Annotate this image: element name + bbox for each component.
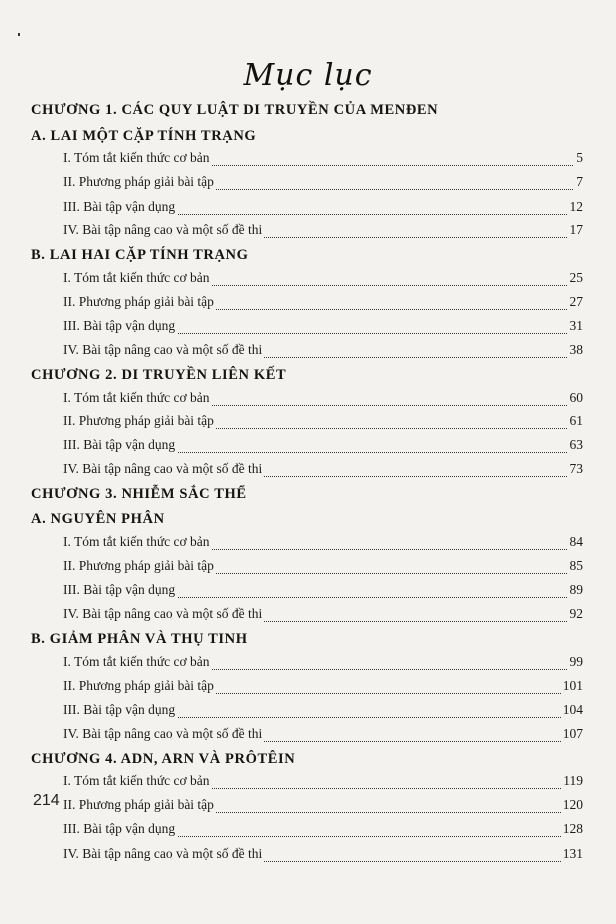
toc-entry-page: 131	[562, 846, 583, 861]
toc-entry-page: 119	[563, 773, 583, 788]
toc-entry[interactable]	[63, 150, 583, 170]
toc-entry-page: 60	[569, 390, 583, 405]
toc-entry[interactable]	[63, 390, 583, 410]
toc-entry-label: II. Phương pháp giải bài tập	[63, 413, 214, 428]
toc-entry[interactable]	[63, 606, 583, 626]
toc-entry[interactable]	[63, 797, 583, 817]
toc-entry[interactable]	[63, 294, 583, 314]
toc-entry-label: IV. Bài tập nâng cao và một số đề thi	[63, 461, 263, 476]
toc-entry-label: II. Phương pháp giải bài tập	[63, 558, 214, 573]
toc-entry-page: 92	[569, 606, 583, 621]
section-heading: CHƯƠNG 2. DI TRUYỀN LIÊN KẾT	[31, 367, 287, 383]
toc-entry-page: 17	[569, 222, 583, 237]
page-title: Mục lục	[243, 58, 373, 93]
toc-entry-label: III. Bài tập vận dụng	[63, 318, 176, 333]
toc-entry-page: 31	[569, 318, 583, 333]
toc-entry-page: 104	[562, 702, 583, 717]
toc-entry-label: I. Tóm tắt kiến thức cơ bản	[63, 270, 210, 285]
toc-entry-page: 85	[569, 558, 583, 573]
section-heading: B. GIẢM PHÂN VÀ THỤ TINH	[31, 631, 248, 647]
toc-entry-label: I. Tóm tắt kiến thức cơ bản	[63, 773, 210, 788]
toc-entry-label: III. Bài tập vận dụng	[63, 702, 176, 717]
toc-entry[interactable]	[63, 558, 583, 578]
toc-entry-page: 99	[569, 654, 583, 669]
toc-entry[interactable]	[63, 222, 583, 242]
toc-entry-label: I. Tóm tắt kiến thức cơ bản	[63, 390, 210, 405]
toc-entry-page: 120	[562, 797, 583, 812]
toc-entry-label: II. Phương pháp giải bài tập	[63, 797, 214, 812]
toc-entry-page: 5	[576, 150, 583, 165]
toc-entry[interactable]	[63, 726, 583, 746]
section-heading: CHƯƠNG 1. CÁC QUY LUẬT DI TRUYỀN CỦA MENĐEN	[31, 102, 439, 118]
toc-entry[interactable]	[63, 773, 583, 793]
toc-entry[interactable]	[63, 437, 583, 457]
toc-entry-label: III. Bài tập vận dụng	[63, 437, 176, 452]
toc-entry[interactable]	[63, 199, 583, 219]
toc-entry-label: IV. Bài tập nâng cao và một số đề thi	[63, 222, 263, 237]
toc-entry-label: II. Phương pháp giải bài tập	[63, 174, 214, 189]
toc-entry[interactable]	[63, 342, 583, 362]
toc-entry[interactable]	[63, 318, 583, 338]
toc-entry-label: IV. Bài tập nâng cao và một số đề thi	[63, 726, 263, 741]
toc-entry-page: 61	[569, 413, 583, 428]
toc-entry-page: 73	[569, 461, 583, 476]
section-heading: A. LAI MỘT CẶP TÍNH TRẠNG	[31, 128, 257, 144]
toc-entry-page: 101	[562, 678, 583, 693]
toc-entry-label: I. Tóm tắt kiến thức cơ bản	[63, 150, 210, 165]
toc-entry-label: I. Tóm tắt kiến thức cơ bản	[63, 654, 210, 669]
toc-entry[interactable]	[63, 270, 583, 290]
section-heading: B. LAI HAI CẶP TÍNH TRẠNG	[31, 247, 249, 263]
toc-entry-page: 7	[576, 174, 583, 189]
toc-entry[interactable]	[63, 534, 583, 554]
toc-entry[interactable]	[63, 846, 583, 866]
toc-entry-page: 128	[562, 821, 583, 836]
toc-entry[interactable]	[63, 821, 583, 841]
ink-speck	[18, 33, 20, 36]
toc-entry[interactable]	[63, 678, 583, 698]
section-heading: CHƯƠNG 4. ADN, ARN VÀ PRÔTÊIN	[31, 751, 296, 767]
toc-entry-label: IV. Bài tập nâng cao và một số đề thi	[63, 606, 263, 621]
toc-entry-label: IV. Bài tập nâng cao và một số đề thi	[63, 342, 263, 357]
toc-entry-page: 63	[569, 437, 583, 452]
toc-entry[interactable]	[63, 174, 583, 194]
toc-entry-page: 38	[569, 342, 583, 357]
toc-entry-label: II. Phương pháp giải bài tập	[63, 678, 214, 693]
toc-entry[interactable]	[63, 582, 583, 602]
page-number: 214	[33, 792, 60, 809]
toc-entry-label: II. Phương pháp giải bài tập	[63, 294, 214, 309]
toc-entry-label: III. Bài tập vận dụng	[63, 821, 176, 836]
toc-entry-page: 84	[569, 534, 583, 549]
toc-entry-label: I. Tóm tắt kiến thức cơ bản	[63, 534, 210, 549]
toc-entry-label: III. Bài tập vận dụng	[63, 199, 176, 214]
toc-entry[interactable]	[63, 654, 583, 674]
toc-entry-label: III. Bài tập vận dụng	[63, 582, 176, 597]
toc-entry-label: IV. Bài tập nâng cao và một số đề thi	[63, 846, 263, 861]
toc-entry-page: 89	[569, 582, 583, 597]
toc-entry-page: 12	[569, 199, 583, 214]
toc-entry-page: 27	[569, 294, 583, 309]
toc-entry-page: 25	[569, 270, 583, 285]
toc-entry[interactable]	[63, 413, 583, 433]
toc-entry[interactable]	[63, 461, 583, 481]
section-heading: A. NGUYÊN PHÂN	[31, 511, 165, 527]
toc-entry-page: 107	[562, 726, 583, 741]
toc-entry[interactable]	[63, 702, 583, 722]
section-heading: CHƯƠNG 3. NHIỄM SẮC THỂ	[31, 486, 247, 502]
